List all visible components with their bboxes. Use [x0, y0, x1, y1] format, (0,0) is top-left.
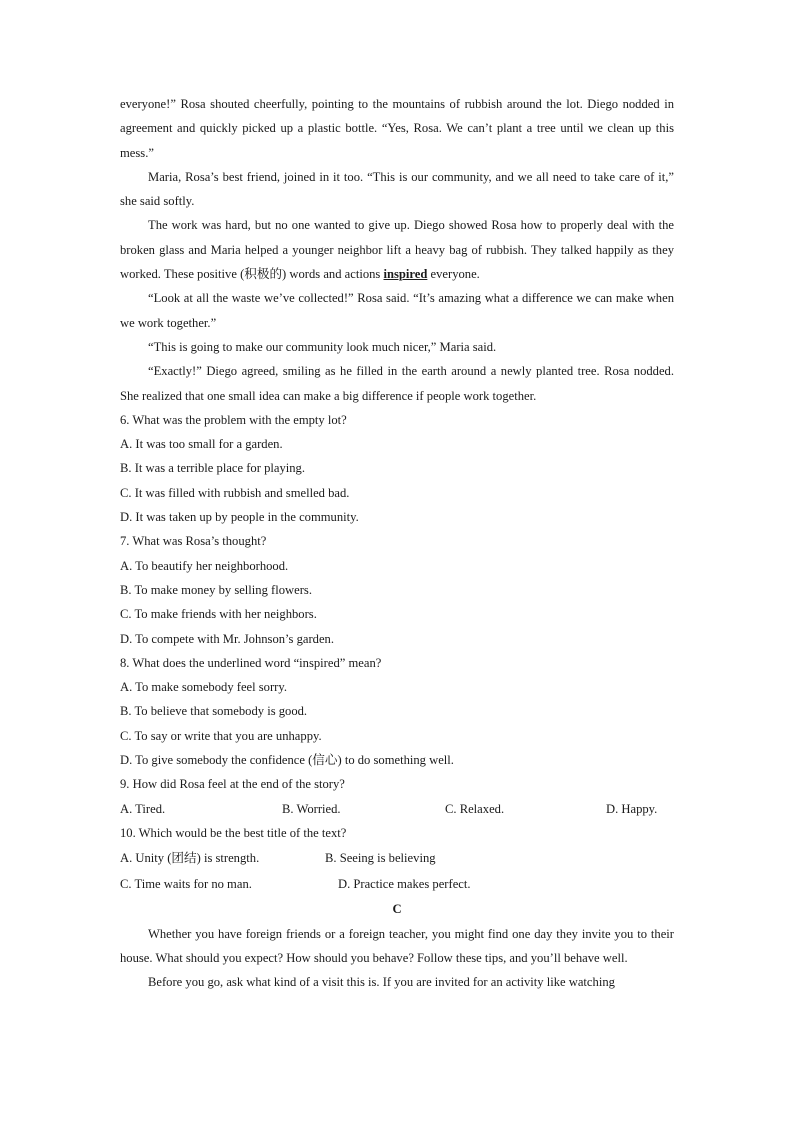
option-7c: C. To make friends with her neighbors. [120, 607, 317, 622]
document-page [120, 92, 674, 994]
option-6d: D. It was taken up by people in the community. [120, 510, 359, 525]
question-7: 7. What was Rosa’s thought? [120, 534, 267, 549]
option-9b: B. Worried. [282, 801, 341, 816]
paragraph-text: everyone. [427, 267, 480, 282]
option-6a: A. It was too small for a garden. [120, 437, 283, 452]
option-9d: D. Happy. [606, 801, 658, 816]
question-6: 6. What was the problem with the empty lot? [120, 412, 347, 427]
options-row-9 [120, 797, 674, 821]
option-8d: D. To give somebody the confidence (信心) to do something well. [120, 753, 454, 768]
passage-paragraph: Whether you have foreign friends or a foreign teacher, you might find one day they invite you to their house. What should you expect? How should you behave? Follow these tips, and you’ll behave well. [120, 926, 674, 965]
passage-paragraph [120, 213, 674, 286]
option-9a: A. Tired. [120, 801, 166, 816]
option-10a: A. Unity (团结) is strength. [120, 851, 260, 866]
passage-paragraph: “Look at all the waste we’ve collected!” Rosa said. “It’s amazing what a difference we can make when we work together.” [120, 291, 674, 330]
question-10: 10. Which would be the best title of the text? [120, 825, 347, 840]
section-heading: C [392, 902, 402, 917]
option-10c: C. Time waits for no man. [120, 877, 252, 892]
option-6b: B. It was a terrible place for playing. [120, 461, 305, 476]
options-row-10a [120, 845, 674, 871]
question-9: 9. How did Rosa feel at the end of the story? [120, 777, 345, 792]
passage-paragraph: everyone!” Rosa shouted cheerfully, pointing to the mountains of rubbish around the lot. Diego nodded in agreement and quickly picked up a plastic bottle. “Yes, Rosa. We can’t plant a tree until we clean up this mess.” [120, 97, 674, 160]
underlined-word: inspired [383, 267, 428, 282]
option-8a: A. To make somebody feel sorry. [120, 680, 287, 695]
option-10b: B. Seeing is believing [325, 851, 436, 866]
question-8: 8. What does the underlined word “inspired” mean? [120, 655, 382, 670]
option-8b: B. To believe that somebody is good. [120, 704, 308, 719]
paragraph-text: The work was hard, but no one wanted to give up. Diego showed Rosa how to properly deal with the broken glass and Maria helped a younger neighbor lift a heavy bag of rubbish. They talked happily as they worked. These positive (积极的) words and actions [120, 218, 674, 282]
passage-paragraph: Maria, Rosa’s best friend, joined in it too. “This is our community, and we all need to take care of it,” she said softly. [120, 169, 674, 209]
passage-paragraph: “Exactly!” Diego agreed, smiling as he filled in the earth around a newly planted tree. Rosa nodded. She realized that one small idea can make a big difference if people work together. [120, 364, 674, 403]
option-7d: D. To compete with Mr. Johnson’s garden. [120, 631, 335, 646]
option-6c: C. It was filled with rubbish and smelled bad. [120, 485, 350, 500]
options-row-10b [120, 871, 674, 897]
option-7b: B. To make money by selling flowers. [120, 582, 312, 597]
option-7a: A. To beautify her neighborhood. [120, 558, 289, 573]
passage-paragraph: “This is going to make our community look much nicer,” Maria said. [148, 339, 497, 354]
passage-paragraph: Before you go, ask what kind of a visit this is. If you are invited for an activity like watching [148, 975, 615, 990]
option-8c: C. To say or write that you are unhappy. [120, 728, 322, 743]
option-9c: C. Relaxed. [445, 801, 505, 816]
option-10d: D. Practice makes perfect. [338, 877, 471, 892]
